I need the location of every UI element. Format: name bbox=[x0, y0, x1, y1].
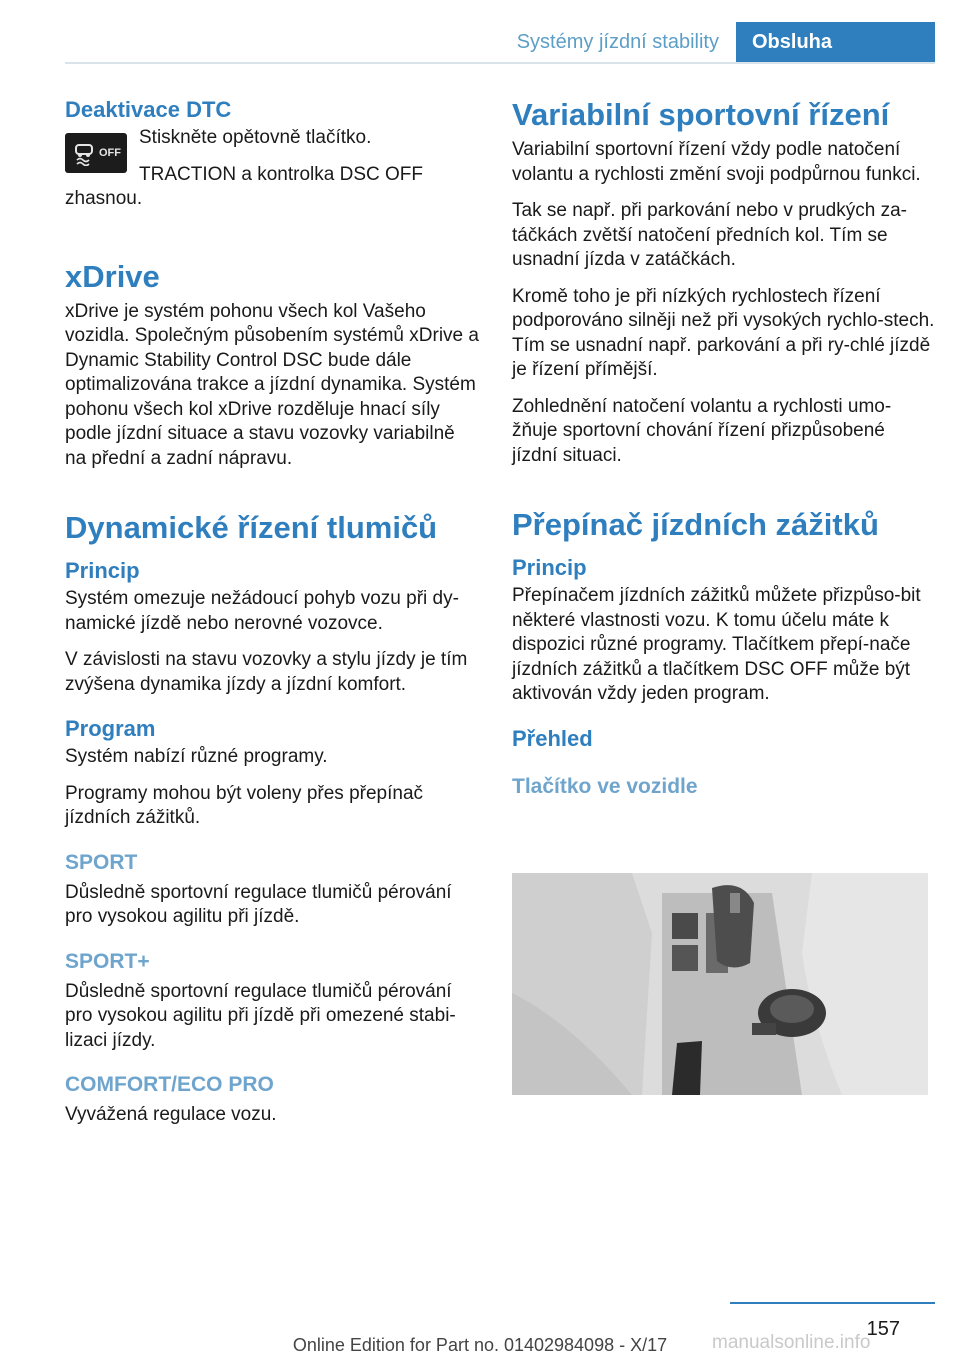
console-photo bbox=[512, 873, 928, 1095]
switch-princip-heading: Princip bbox=[512, 555, 587, 580]
dtc-heading: Deaktivace DTC bbox=[65, 97, 232, 122]
header-section: Systémy jízdní stability bbox=[516, 31, 719, 53]
traction-off-button-icon bbox=[65, 133, 127, 173]
program-paragraph-1: Systém nabízí různé programy. bbox=[65, 746, 328, 767]
watermark: manualsonline.info bbox=[712, 1332, 871, 1353]
damper-heading: Dynamické řízení tlumičů bbox=[65, 510, 438, 545]
comfort-heading: COMFORT/ECO PRO bbox=[65, 1073, 274, 1096]
xdrive-paragraph: xDrive je systém pohonu všech kol Vašeho vozidla. Společným působením systémů xDrive a Dynamic Stability Control DSC bude dále optimalizována trakce a jízdní dynamika. Systém pohonu všech kol xDrive rozděluje hnací síly podle jízdní situace a stavu vozovky variabilně na přední a zadní nápravu. bbox=[65, 300, 479, 469]
program-paragraph-2: Programy mohou být voleny přes přepínač jízdních zážitků. bbox=[65, 782, 424, 828]
dtc-paragraph-1: Stiskněte opětovně tlačítko. bbox=[139, 127, 372, 148]
comfort-paragraph: Vyvážená regulace vozu. bbox=[65, 1104, 277, 1125]
header-chapter-tab: Obsluha bbox=[736, 22, 935, 62]
car-skid-icon bbox=[71, 140, 97, 166]
switch-princip-paragraph: Přepínačem jízdních zážitků můžete přizpůso‐bit některé vlastnosti vozu. K tomu účelu máte k dispozici různé programy. Tlačítkem přepí‐nače jízdních zážitků a tlačítkem DSC OFF může být aktivován vždy jeden program. bbox=[512, 585, 921, 704]
overview-heading: Přehled bbox=[512, 725, 593, 751]
program-heading: Program bbox=[65, 716, 156, 741]
edition-footer: Online Edition for Part no. 01402984098 - X/17 bbox=[292, 1335, 668, 1355]
princip-paragraph-1: Systém omezuje nežádoucí pohyb vozu při dy‐namické jízdě nebo nerovné vozovce. bbox=[65, 588, 459, 634]
princip-paragraph-2: V závislosti na stavu vozovky a stylu jízdy je tím zvýšena dynamika jízdy a jízdní komfort. bbox=[65, 649, 468, 695]
sport-heading: SPORT bbox=[65, 850, 138, 874]
sportplus-heading: SPORT+ bbox=[65, 949, 150, 973]
dtc-block bbox=[65, 126, 480, 258]
steering-paragraph-3: Kromě toho je při nízkých rychlostech řízení podporováno silněji než při vysokých rychlo‐stech. Tím se usnadní např. parkování a při ry‐chlé jízdě je řízení přímější. bbox=[512, 285, 935, 380]
dtc-paragraph-2: TRACTION a kontrolka DSC OFF zhasnou. bbox=[65, 163, 423, 209]
page-number: 157 bbox=[866, 1318, 900, 1340]
steering-paragraph-4: Zohlednění natočení volantu a rychlosti umo‐žňuje sportovní chování řízení přizpůsobené jízdní situaci. bbox=[512, 395, 892, 466]
sportplus-paragraph: Důsledně sportovní regulace tlumičů pérování pro vysokou agilitu při jízdě při omezené stabi‐lizaci jízdy. bbox=[65, 980, 456, 1051]
off-label: OFF bbox=[99, 147, 121, 159]
page-number-rule bbox=[730, 1302, 935, 1304]
header-rule bbox=[65, 62, 935, 64]
sport-paragraph: Důsledně sportovní regulace tlumičů pérování pro vysokou agilitu při jízdě. bbox=[65, 881, 452, 927]
left-column bbox=[65, 96, 480, 1140]
xdrive-heading: xDrive bbox=[65, 258, 160, 294]
right-column bbox=[512, 96, 935, 805]
button-heading: Tlačítko ve vozidle bbox=[512, 774, 698, 798]
steering-heading: Variabilní sportovní řízení bbox=[512, 97, 890, 132]
steering-paragraph-2: Tak se např. při parkování nebo v prudkých za‐táčkách zvětší natočení předních kol. Tím se usnadní jízda v zatáčkách. bbox=[512, 200, 907, 270]
switch-heading: Přepínač jízdních zážitků bbox=[512, 507, 879, 542]
princip-heading: Princip bbox=[65, 558, 140, 583]
steering-paragraph-1: Variabilní sportovní řízení vždy podle natočení volantu a rychlosti změní svoji podpůrnou funkci. bbox=[512, 139, 921, 185]
